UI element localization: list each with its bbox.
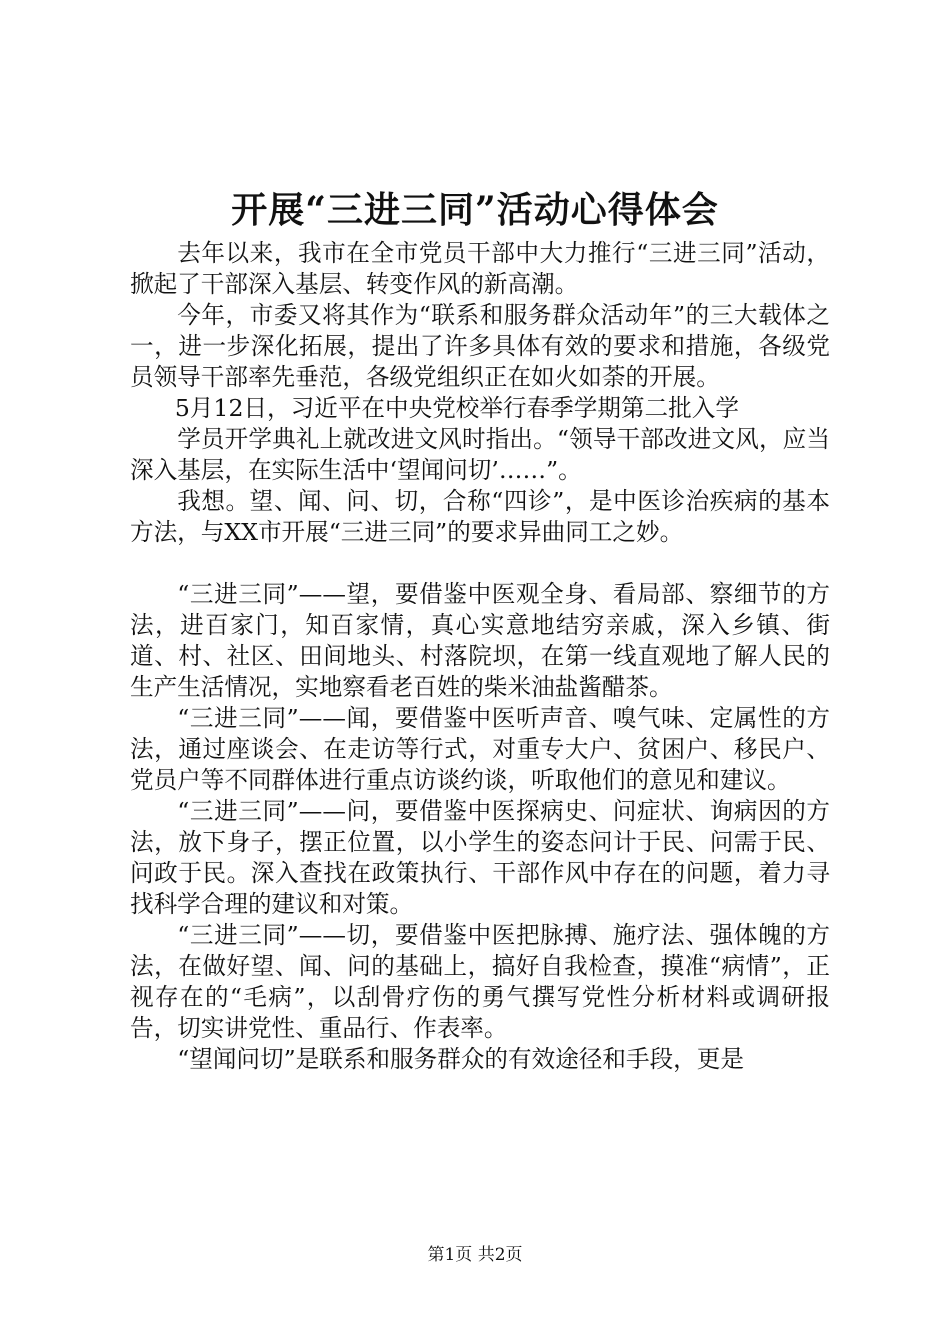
paragraph-9: “三进三同”——切，要借鉴中医把脉搏、施疗法、强体魄的方法，在做好望、闻、问的基础上，搞好自我检查，摸准“病情”，正视存在的“毛病”，以刮骨疗伤的勇气撰写党性分析材料或调研报告，切实讲党性、重品行、作表率。 [130,921,830,1042]
paragraph-8: “三进三同”——问，要借鉴中医探病史、问症状、询病因的方法，放下身子，摆正位置，以小学生的姿态问计于民、问需于民、问政于民。深入查找在政策执行、干部作风中存在的问题，着力寻找科学合理的建议和对策。 [130,797,830,918]
paragraph-1: 去年以来，我市在全市党员干部中大力推行“三进三同”活动，掀起了干部深入基层、转变作风的新高潮。 [130,239,830,298]
paragraph-6: “三进三同”——望，要借鉴中医观全身、看局部、察细节的方法，进百家门，知百家情，真心实意地结穷亲戚，深入乡镇、街道、村、社区、田间地头、村落院坝，在第一线直观地了解人民的生产生活情况，实地察看老百姓的柴米油盐酱醋茶。 [130,580,830,701]
paragraph-2: 今年，市委又将其作为“联系和服务群众活动年”的三大载体之一，进一步深化拓展，提出了许多具体有效的要求和措施，各级党员领导干部率先垂范，各级党组织正在如火如荼的开展。 [130,301,830,391]
document-body [130,238,830,1075]
document-title: 开展“三进三同”活动心得体会 [231,189,719,231]
paragraph-5: 我想。望、闻、问、切，合称“四诊”，是中医诊治疾病的基本方法，与XX市开展“三进三同”的要求异曲同工之妙。 [130,487,830,546]
paragraph-4: 学员开学典礼上就改进文风时指出。“领导干部改进文风，应当深入基层，在实际生活中‘望闻问切’……”。 [130,425,830,484]
paragraph-gap [130,548,830,579]
paragraph-7: “三进三同”——闻，要借鉴中医听声音、嗅气味、定属性的方法，通过座谈会、在走访等行式，对重专大户、贫困户、移民户、党员户等不同群体进行重点访谈约谈，听取他们的意见和建议。 [130,704,830,794]
paragraph-3: 5月12日，习近平在中央党校举行春季学期第二批入学 [174,394,739,422]
paragraph-10: “望闻问切”是联系和服务群众的有效途径和手段，更是 [177,1045,744,1073]
page-number-footer: 第1页 共2页 [427,1245,523,1265]
